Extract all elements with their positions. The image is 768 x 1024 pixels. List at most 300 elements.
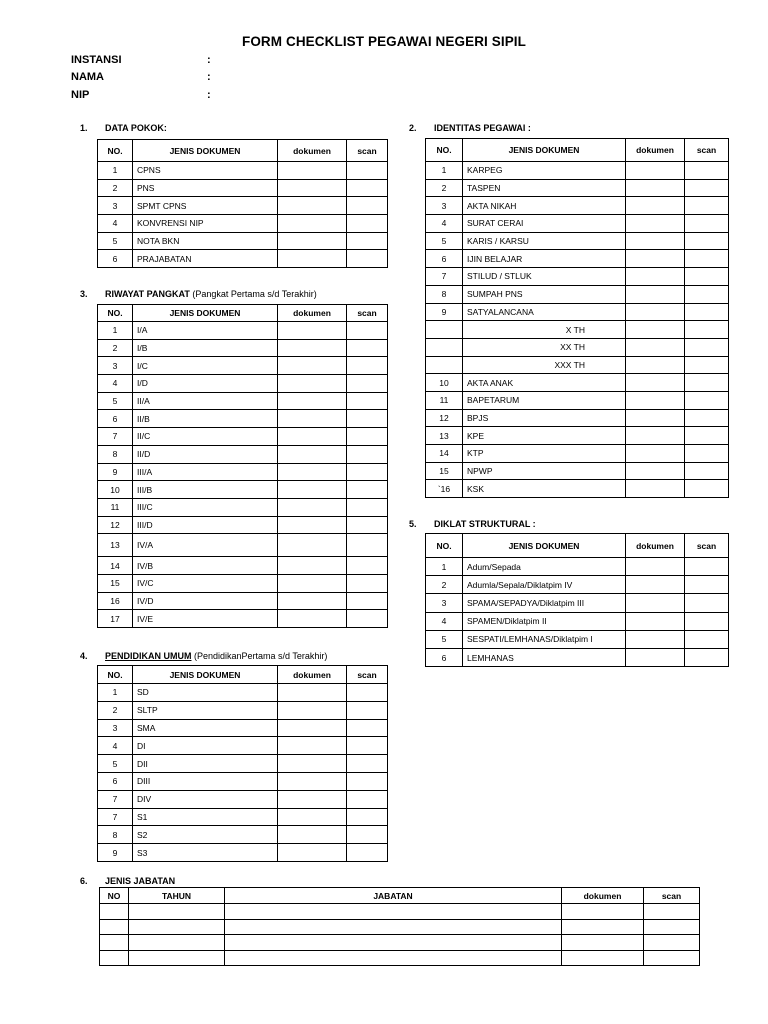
- row-number: 4: [98, 737, 133, 755]
- scan-checkbox-cell[interactable]: [685, 303, 729, 321]
- dokumen-checkbox-cell[interactable]: [626, 285, 685, 303]
- column-header: JENIS DOKUMEN: [463, 139, 626, 162]
- scan-checkbox-cell[interactable]: [347, 557, 388, 575]
- column-header: dokumen: [278, 305, 347, 322]
- document-name: LEMHANAS: [463, 648, 626, 666]
- dokumen-checkbox-cell[interactable]: [626, 215, 685, 233]
- document-name: I/C: [133, 357, 278, 375]
- column-header: TAHUN: [129, 888, 225, 904]
- table-row: [98, 428, 388, 446]
- document-name: XXX TH: [463, 356, 626, 374]
- scan-checkbox-cell[interactable]: [685, 630, 729, 648]
- document-name: IV/A: [133, 534, 278, 557]
- scan-checkbox-cell[interactable]: [347, 719, 388, 737]
- column-header: JABATAN: [225, 888, 562, 904]
- scan-checkbox-cell[interactable]: [685, 215, 729, 233]
- scan-checkbox-cell[interactable]: [347, 534, 388, 557]
- table-row: [98, 516, 388, 534]
- document-name: SPAMEN/Diklatpim II: [463, 612, 626, 630]
- scan-checkbox-cell[interactable]: [685, 268, 729, 286]
- dokumen-checkbox-cell[interactable]: [626, 232, 685, 250]
- document-name: SURAT CERAI: [463, 215, 626, 233]
- table-row: [98, 498, 388, 516]
- dokumen-checkbox-cell[interactable]: [278, 574, 347, 592]
- section-title-text: PENDIDIKAN UMUM: [105, 651, 192, 661]
- dokumen-checkbox-cell[interactable]: [278, 808, 347, 826]
- scan-checkbox-cell[interactable]: [685, 576, 729, 594]
- dokumen-checkbox-cell[interactable]: [278, 179, 347, 197]
- scan-checkbox-cell[interactable]: [347, 215, 388, 233]
- scan-checkbox-cell[interactable]: [347, 498, 388, 516]
- table-header-row: [98, 305, 388, 322]
- dokumen-checkbox-cell[interactable]: [278, 516, 347, 534]
- dokumen-checkbox-cell[interactable]: [626, 630, 685, 648]
- document-name: III/D: [133, 516, 278, 534]
- row-number: 5: [98, 755, 133, 773]
- scan-checkbox-cell[interactable]: [685, 179, 729, 197]
- column-header: dokumen: [626, 534, 685, 558]
- scan-checkbox-cell[interactable]: [347, 574, 388, 592]
- column-header: scan: [347, 305, 388, 322]
- dokumen-checkbox-cell[interactable]: [278, 498, 347, 516]
- scan-checkbox-cell[interactable]: [347, 808, 388, 826]
- scan-checkbox-cell[interactable]: [347, 250, 388, 268]
- document-name: SPMT CPNS: [133, 197, 278, 215]
- table-row: [426, 215, 729, 233]
- jabatan-cell: [100, 904, 129, 920]
- scan-checkbox-cell[interactable]: [685, 427, 729, 445]
- column-header: NO: [100, 888, 129, 904]
- dokumen-checkbox-cell[interactable]: [278, 250, 347, 268]
- instansi-colon: :: [207, 54, 211, 66]
- table-row: [100, 904, 700, 920]
- table-row: [426, 374, 729, 392]
- scan-checkbox-cell[interactable]: [685, 462, 729, 480]
- document-name: KTP: [463, 445, 626, 463]
- document-name: SATYALANCANA: [463, 303, 626, 321]
- row-number: 6: [426, 250, 463, 268]
- scan-checkbox-cell[interactable]: [347, 790, 388, 808]
- column-header: scan: [347, 666, 388, 684]
- row-number: 4: [98, 215, 133, 233]
- jabatan-cell: [644, 904, 700, 920]
- dokumen-checkbox-cell[interactable]: [278, 737, 347, 755]
- row-number: 7: [98, 808, 133, 826]
- dokumen-checkbox-cell[interactable]: [278, 215, 347, 233]
- dokumen-checkbox-cell[interactable]: [278, 592, 347, 610]
- scan-checkbox-cell[interactable]: [347, 392, 388, 410]
- table-row: [98, 808, 388, 826]
- section-subtitle: (Pangkat Pertama s/d Terakhir): [192, 289, 317, 299]
- scan-checkbox-cell[interactable]: [347, 410, 388, 428]
- dokumen-checkbox-cell[interactable]: [278, 357, 347, 375]
- column-header: scan: [685, 534, 729, 558]
- table-row: [426, 462, 729, 480]
- document-name: IV/C: [133, 574, 278, 592]
- jabatan-cell: [100, 950, 129, 966]
- document-name: SESPATI/LEMHANAS/Diklatpim I: [463, 630, 626, 648]
- table-row: [98, 215, 388, 233]
- document-name: II/B: [133, 410, 278, 428]
- row-number: 1: [426, 558, 463, 576]
- section-number: 5.: [409, 519, 417, 529]
- scan-checkbox-cell[interactable]: [347, 428, 388, 446]
- scan-checkbox-cell[interactable]: [347, 701, 388, 719]
- table-row: [426, 648, 729, 666]
- jabatan-cell: [644, 919, 700, 935]
- column-header: JENIS DOKUMEN: [133, 666, 278, 684]
- section-number: 2.: [409, 123, 417, 133]
- table-row: [98, 357, 388, 375]
- jabatan-cell: [644, 935, 700, 951]
- dokumen-checkbox-cell[interactable]: [626, 462, 685, 480]
- row-number: 13: [98, 534, 133, 557]
- pendidikan-umum-table: [97, 665, 388, 862]
- row-number: 4: [426, 612, 463, 630]
- table-row: [98, 755, 388, 773]
- jabatan-cell: [225, 904, 562, 920]
- row-number: 7: [98, 790, 133, 808]
- dokumen-checkbox-cell[interactable]: [626, 179, 685, 197]
- table-header-row: [98, 140, 388, 162]
- row-number: 4: [426, 215, 463, 233]
- jabatan-cell: [225, 950, 562, 966]
- document-name: DIV: [133, 790, 278, 808]
- dokumen-checkbox-cell[interactable]: [626, 391, 685, 409]
- dokumen-checkbox-cell[interactable]: [626, 445, 685, 463]
- scan-checkbox-cell[interactable]: [685, 480, 729, 498]
- table-row: [426, 480, 729, 498]
- column-header: NO.: [426, 139, 463, 162]
- nama-field: [71, 71, 211, 83]
- dokumen-checkbox-cell[interactable]: [626, 648, 685, 666]
- scan-checkbox-cell[interactable]: [347, 844, 388, 862]
- dokumen-checkbox-cell[interactable]: [278, 684, 347, 702]
- dokumen-checkbox-cell[interactable]: [626, 374, 685, 392]
- column-header: NO.: [98, 305, 133, 322]
- scan-checkbox-cell[interactable]: [347, 197, 388, 215]
- document-name: X TH: [463, 321, 626, 339]
- document-name: NOTA BKN: [133, 232, 278, 250]
- table-row: [426, 391, 729, 409]
- row-number: 3: [98, 357, 133, 375]
- table-row: [426, 250, 729, 268]
- scan-checkbox-cell[interactable]: [347, 516, 388, 534]
- dokumen-checkbox-cell[interactable]: [278, 610, 347, 628]
- column-header: scan: [685, 139, 729, 162]
- dokumen-checkbox-cell[interactable]: [278, 463, 347, 481]
- dokumen-checkbox-cell[interactable]: [626, 338, 685, 356]
- row-number: 1: [98, 162, 133, 180]
- table-row: [426, 179, 729, 197]
- row-number: 12: [426, 409, 463, 427]
- table-row: [98, 339, 388, 357]
- row-number: 11: [98, 498, 133, 516]
- table-header-row: [98, 666, 388, 684]
- nip-colon: :: [207, 89, 211, 101]
- table-row: [426, 576, 729, 594]
- document-name: II/D: [133, 445, 278, 463]
- document-name: IV/D: [133, 592, 278, 610]
- table-row: [98, 574, 388, 592]
- column-header: JENIS DOKUMEN: [463, 534, 626, 558]
- table-row: [98, 463, 388, 481]
- scan-checkbox-cell[interactable]: [685, 374, 729, 392]
- instansi-field: [71, 54, 211, 66]
- column-header: scan: [347, 140, 388, 162]
- table-header-row: [426, 534, 729, 558]
- dokumen-checkbox-cell[interactable]: [626, 162, 685, 180]
- document-name: TASPEN: [463, 179, 626, 197]
- document-name: KONVRENSI NIP: [133, 215, 278, 233]
- scan-checkbox-cell[interactable]: [685, 285, 729, 303]
- row-number: [426, 321, 463, 339]
- document-name: IJIN BELAJAR: [463, 250, 626, 268]
- column-header: dokumen: [626, 139, 685, 162]
- dokumen-checkbox-cell[interactable]: [278, 410, 347, 428]
- scan-checkbox-cell[interactable]: [685, 594, 729, 612]
- table-row: [100, 950, 700, 966]
- row-number: [426, 356, 463, 374]
- document-name: I/D: [133, 375, 278, 393]
- document-name: Adum/Sepada: [463, 558, 626, 576]
- table-row: [426, 409, 729, 427]
- table-row: [98, 445, 388, 463]
- dokumen-checkbox-cell[interactable]: [626, 594, 685, 612]
- row-number: 9: [98, 844, 133, 862]
- row-number: 9: [98, 463, 133, 481]
- section-title-text: RIWAYAT PANGKAT: [105, 289, 190, 299]
- section-subtitle: (PendidikanPertama s/d Terakhir): [194, 651, 328, 661]
- dokumen-checkbox-cell[interactable]: [626, 250, 685, 268]
- table-row: [426, 558, 729, 576]
- row-number: 8: [98, 826, 133, 844]
- row-number: [426, 338, 463, 356]
- dokumen-checkbox-cell[interactable]: [278, 428, 347, 446]
- document-name: KSK: [463, 480, 626, 498]
- dokumen-checkbox-cell[interactable]: [278, 701, 347, 719]
- dokumen-checkbox-cell[interactable]: [278, 557, 347, 575]
- table-row: [98, 701, 388, 719]
- dokumen-checkbox-cell[interactable]: [626, 303, 685, 321]
- jabatan-cell: [225, 919, 562, 935]
- scan-checkbox-cell[interactable]: [685, 321, 729, 339]
- document-name: III/A: [133, 463, 278, 481]
- column-header: dokumen: [562, 888, 644, 904]
- row-number: 6: [426, 648, 463, 666]
- document-name: SMA: [133, 719, 278, 737]
- scan-checkbox-cell[interactable]: [347, 322, 388, 340]
- dokumen-checkbox-cell[interactable]: [626, 197, 685, 215]
- dokumen-checkbox-cell[interactable]: [278, 772, 347, 790]
- section-title: [105, 651, 327, 661]
- dokumen-checkbox-cell[interactable]: [626, 427, 685, 445]
- row-number: 15: [426, 462, 463, 480]
- dokumen-checkbox-cell[interactable]: [278, 162, 347, 180]
- scan-checkbox-cell[interactable]: [347, 179, 388, 197]
- table-row: [426, 162, 729, 180]
- table-row: [98, 826, 388, 844]
- scan-checkbox-cell[interactable]: [347, 445, 388, 463]
- scan-checkbox-cell[interactable]: [347, 339, 388, 357]
- diklat-struktural-table: [425, 533, 729, 667]
- jabatan-cell: [644, 950, 700, 966]
- scan-checkbox-cell[interactable]: [347, 755, 388, 773]
- section-title: DIKLAT STRUKTURAL :: [434, 519, 536, 529]
- document-name: KARPEG: [463, 162, 626, 180]
- scan-checkbox-cell[interactable]: [685, 250, 729, 268]
- scan-checkbox-cell[interactable]: [347, 684, 388, 702]
- document-name: S1: [133, 808, 278, 826]
- dokumen-checkbox-cell[interactable]: [278, 322, 347, 340]
- scan-checkbox-cell[interactable]: [685, 409, 729, 427]
- scan-checkbox-cell[interactable]: [685, 338, 729, 356]
- table-header-row: [426, 139, 729, 162]
- row-number: 16: [98, 592, 133, 610]
- scan-checkbox-cell[interactable]: [685, 162, 729, 180]
- scan-checkbox-cell[interactable]: [685, 558, 729, 576]
- jabatan-cell: [129, 935, 225, 951]
- document-name: III/B: [133, 481, 278, 499]
- document-name: DII: [133, 755, 278, 773]
- document-name: IV/B: [133, 557, 278, 575]
- column-header: dokumen: [278, 140, 347, 162]
- dokumen-checkbox-cell[interactable]: [278, 481, 347, 499]
- table-row: [100, 935, 700, 951]
- document-name: BPJS: [463, 409, 626, 427]
- row-number: 9: [426, 303, 463, 321]
- dokumen-checkbox-cell[interactable]: [278, 826, 347, 844]
- section-title: JENIS JABATAN: [105, 876, 176, 886]
- dokumen-checkbox-cell[interactable]: [626, 409, 685, 427]
- document-name: III/C: [133, 498, 278, 516]
- jabatan-cell: [129, 919, 225, 935]
- scan-checkbox-cell[interactable]: [685, 197, 729, 215]
- row-number: 15: [98, 574, 133, 592]
- dokumen-checkbox-cell[interactable]: [626, 356, 685, 374]
- document-name: II/A: [133, 392, 278, 410]
- row-number: 5: [426, 232, 463, 250]
- nama-colon: :: [207, 71, 211, 83]
- dokumen-checkbox-cell[interactable]: [278, 445, 347, 463]
- dokumen-checkbox-cell[interactable]: [626, 576, 685, 594]
- document-name: PNS: [133, 179, 278, 197]
- nip-label: NIP: [71, 89, 90, 101]
- document-name: KARIS / KARSU: [463, 232, 626, 250]
- table-row: [98, 684, 388, 702]
- table-row: [426, 445, 729, 463]
- table-row: [426, 630, 729, 648]
- table-row: [98, 162, 388, 180]
- dokumen-checkbox-cell[interactable]: [278, 232, 347, 250]
- document-name: DIII: [133, 772, 278, 790]
- dokumen-checkbox-cell[interactable]: [626, 321, 685, 339]
- document-name: SPAMA/SEPADYA/Diklatpim III: [463, 594, 626, 612]
- table-row: [98, 179, 388, 197]
- data-pokok-table: [97, 139, 388, 268]
- instansi-label: INSTANSI: [71, 54, 122, 66]
- scan-checkbox-cell[interactable]: [685, 391, 729, 409]
- dokumen-checkbox-cell[interactable]: [278, 392, 347, 410]
- document-name: S2: [133, 826, 278, 844]
- dokumen-checkbox-cell[interactable]: [278, 844, 347, 862]
- scan-checkbox-cell[interactable]: [347, 162, 388, 180]
- row-number: 3: [98, 197, 133, 215]
- row-number: 2: [98, 179, 133, 197]
- row-number: 5: [426, 630, 463, 648]
- scan-checkbox-cell[interactable]: [347, 826, 388, 844]
- dokumen-checkbox-cell[interactable]: [626, 612, 685, 630]
- page-title: FORM CHECKLIST PEGAWAI NEGERI SIPIL: [241, 34, 527, 49]
- dokumen-checkbox-cell[interactable]: [626, 480, 685, 498]
- document-name: IV/E: [133, 610, 278, 628]
- table-row: [98, 481, 388, 499]
- table-row: [98, 232, 388, 250]
- table-row: [98, 392, 388, 410]
- jabatan-cell: [100, 935, 129, 951]
- document-name: SLTP: [133, 701, 278, 719]
- scan-checkbox-cell[interactable]: [347, 737, 388, 755]
- dokumen-checkbox-cell[interactable]: [278, 197, 347, 215]
- table-row: [426, 285, 729, 303]
- row-number: 10: [426, 374, 463, 392]
- scan-checkbox-cell[interactable]: [347, 610, 388, 628]
- row-number: 12: [98, 516, 133, 534]
- scan-checkbox-cell[interactable]: [347, 375, 388, 393]
- row-number: 1: [98, 322, 133, 340]
- dokumen-checkbox-cell[interactable]: [626, 558, 685, 576]
- scan-checkbox-cell[interactable]: [347, 592, 388, 610]
- column-header: scan: [644, 888, 700, 904]
- table-row: [98, 375, 388, 393]
- document-name: DI: [133, 737, 278, 755]
- table-row: [426, 356, 729, 374]
- table-row: [98, 250, 388, 268]
- document-name: S3: [133, 844, 278, 862]
- table-row: [426, 612, 729, 630]
- jabatan-cell: [129, 950, 225, 966]
- dokumen-checkbox-cell[interactable]: [626, 268, 685, 286]
- dokumen-checkbox-cell[interactable]: [278, 790, 347, 808]
- document-name: SD: [133, 684, 278, 702]
- table-row: [98, 719, 388, 737]
- scan-checkbox-cell[interactable]: [685, 232, 729, 250]
- scan-checkbox-cell[interactable]: [347, 232, 388, 250]
- scan-checkbox-cell[interactable]: [347, 463, 388, 481]
- dokumen-checkbox-cell[interactable]: [278, 534, 347, 557]
- scan-checkbox-cell[interactable]: [347, 357, 388, 375]
- dokumen-checkbox-cell[interactable]: [278, 375, 347, 393]
- row-number: 8: [426, 285, 463, 303]
- table-row: [426, 321, 729, 339]
- row-number: 5: [98, 232, 133, 250]
- dokumen-checkbox-cell[interactable]: [278, 755, 347, 773]
- table-row: [98, 737, 388, 755]
- section-title: DATA POKOK:: [105, 123, 167, 133]
- dokumen-checkbox-cell[interactable]: [278, 719, 347, 737]
- scan-checkbox-cell[interactable]: [685, 445, 729, 463]
- scan-checkbox-cell[interactable]: [685, 612, 729, 630]
- jabatan-cell: [100, 919, 129, 935]
- scan-checkbox-cell[interactable]: [347, 772, 388, 790]
- dokumen-checkbox-cell[interactable]: [278, 339, 347, 357]
- row-number: 3: [426, 197, 463, 215]
- row-number: 2: [98, 339, 133, 357]
- scan-checkbox-cell[interactable]: [347, 481, 388, 499]
- table-row: [98, 610, 388, 628]
- scan-checkbox-cell[interactable]: [685, 648, 729, 666]
- scan-checkbox-cell[interactable]: [685, 356, 729, 374]
